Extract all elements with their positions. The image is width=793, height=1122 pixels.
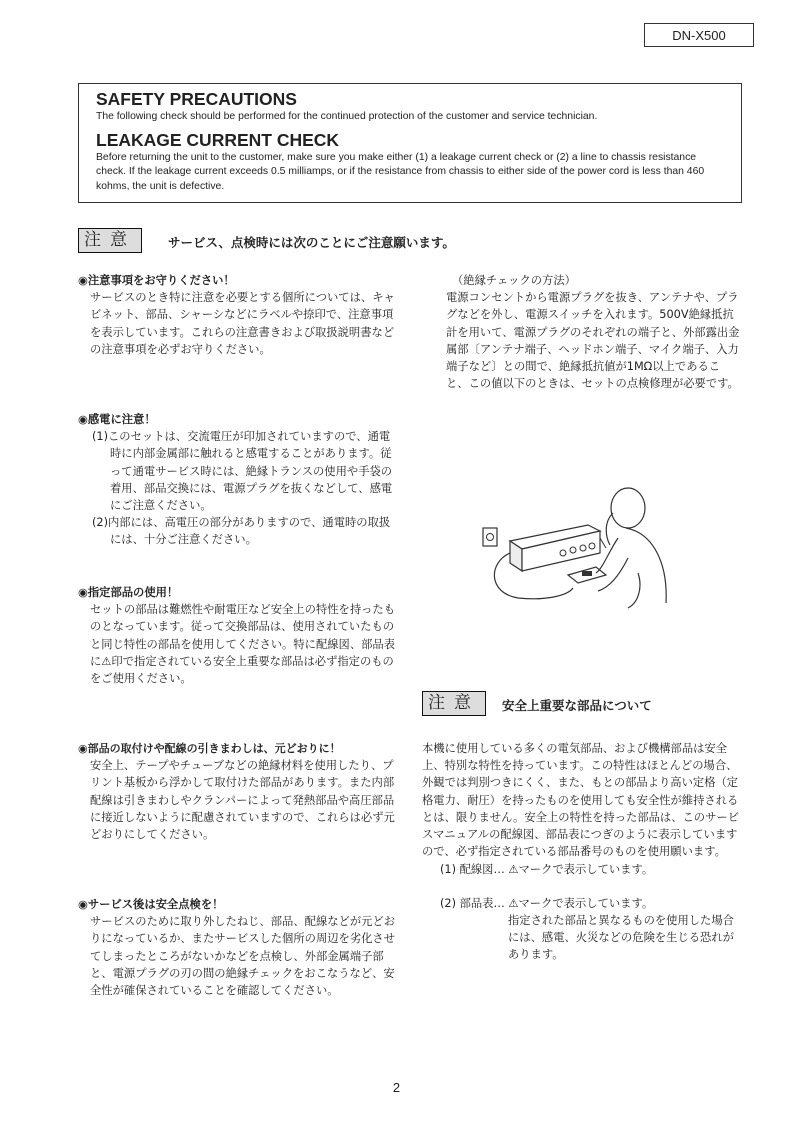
- leakage-body: Before returning the unit to the customer, make sure you make either (1) a leakage current check or (2) a line to chassis resistance check. If the leakage current exceeds 0.5 milliamps, or if the resistance from chassis to either side of the power cord is less than 460 kohms, the unit is defective.: [96, 151, 705, 192]
- caution-heading-2: 安全上重要な部品について: [502, 698, 652, 713]
- section-body: 安全上、テープやチューブなどの絶縁材料を使用したり、プリント基板から浮かして取付けた部品があります。また内部配線は引きまわしやクランパーによって発熱部品や高圧部品に接近しないように配慮されていますので、これらは必ず元どおりにしてください。: [90, 759, 395, 842]
- section-safety-parts: [422, 740, 742, 963]
- caution-heading: サービス、点検時には次のことにご注意願います。: [168, 235, 455, 250]
- section-body: セットの部品は難燃性や耐電圧など安全上の特性を持ったものとなっています。従って交換部品は、使用されていたものと同じ特性の部品を使用してください。特に配線図、部品表に⚠印で指定されている安全上重要な部品は必ず指定のものをご使用ください。: [90, 603, 396, 686]
- section-observe-notes: [78, 272, 398, 358]
- section-title: ◉注意事項をお守りください！: [78, 274, 235, 287]
- section-title: ◉感電に注意！: [78, 413, 156, 426]
- section-title: ◉サービス後は安全点検を！: [78, 898, 224, 911]
- section-safety-check: [78, 896, 398, 999]
- page-number: 2: [392, 1080, 401, 1095]
- list-item: (2)内部には、高電圧の部分がありますので、通電時の取扱には、十分ご注意ください。: [92, 516, 391, 547]
- safety-intro: The following check should be performed for the continued protection of the customer and service technician.: [96, 111, 598, 122]
- section-body: 電源コンセントから電源プラグを抜き、アンテナや、プラグなどを外し、電源スイッチを入れます。500V絶縁抵抗計を用いて、電源プラグのそれぞれの端子と、外部露出金属部〔アンテナ端子、ヘッドホン端子、マイク端子、入力端子など〕との間で、絶縁抵抗値が1MΩ以上であること、この値以下のときは、セットの点検修理が必要です。: [446, 291, 740, 391]
- list-item: (2) 部品表… ⚠マークで表示しています。: [440, 896, 654, 910]
- caution-tag: 注意: [78, 228, 142, 253]
- list-item: (1) 配線図… ⚠マークで表示しています。: [440, 863, 654, 877]
- caution-tag-2: 注意: [422, 691, 486, 716]
- section-title: ◉指定部品の使用！: [78, 586, 179, 599]
- section-title: （絶縁チェックの方法）: [452, 274, 576, 287]
- section-specified-parts: [78, 584, 398, 687]
- safety-precautions-box: [78, 83, 742, 203]
- section-title: ◉部品の取付けや配線の引きまわしは、元どおりに！: [78, 742, 341, 755]
- section-electric-shock: [78, 411, 398, 549]
- insulation-test-illustration: [478, 483, 678, 613]
- model-number: DN-X500: [644, 23, 754, 47]
- section-body: サービスのとき特に注意を必要とする個所については、キャビネット、部品、シャーシなどにラベルや捺印で、注意事項を表示しています。これらの注意書きおよび取扱説明書などの注意事項を必ずお守りください。: [90, 291, 395, 356]
- section-insulation-check: [446, 272, 742, 392]
- section-body: 本機に使用している多くの電気部品、および機構部品は安全上、特別な特性を持っています。この特性はほとんどの場合、外観では判別つきにくく、また、もとの部品より高い定格（定格電力、耐圧）を持ったものを使用しても安全性が維持されるとは、限りません。安全上の特性を持った部品は、このサービスマニュアルの配線図、部品表につぎのように表示していますので、必ず指定されている部品番号のものを使用願います。: [422, 742, 739, 859]
- list-item-note: 指定された部品と異なるものを使用した場合には、感電、火災などの危険を生じる恐れがあります。: [508, 913, 734, 962]
- section-wiring: [78, 740, 398, 843]
- list-item: (1)このセットは、交流電圧が印加されていますので、通電時に内部金属部に触れると感電することがあります。従って通電サービス時には、絶縁トランスの使用や手袋の着用、部品交換には、電源プラグを抜くなどして、感電にご注意ください。: [92, 430, 393, 513]
- safety-title: SAFETY PRECAUTIONS: [96, 89, 297, 109]
- leakage-title: LEAKAGE CURRENT CHECK: [96, 129, 340, 150]
- section-body: サービスのために取り外したねじ、部品、配線などが元どおりになっているか、またサービスした個所の周辺を劣化させてしまったところがないかなどを点検し、外部金属端子部と、電源プラグの刃の間の絶縁チェックをおこなうなど、安全性が確保されていることを確認してください。: [90, 915, 396, 998]
